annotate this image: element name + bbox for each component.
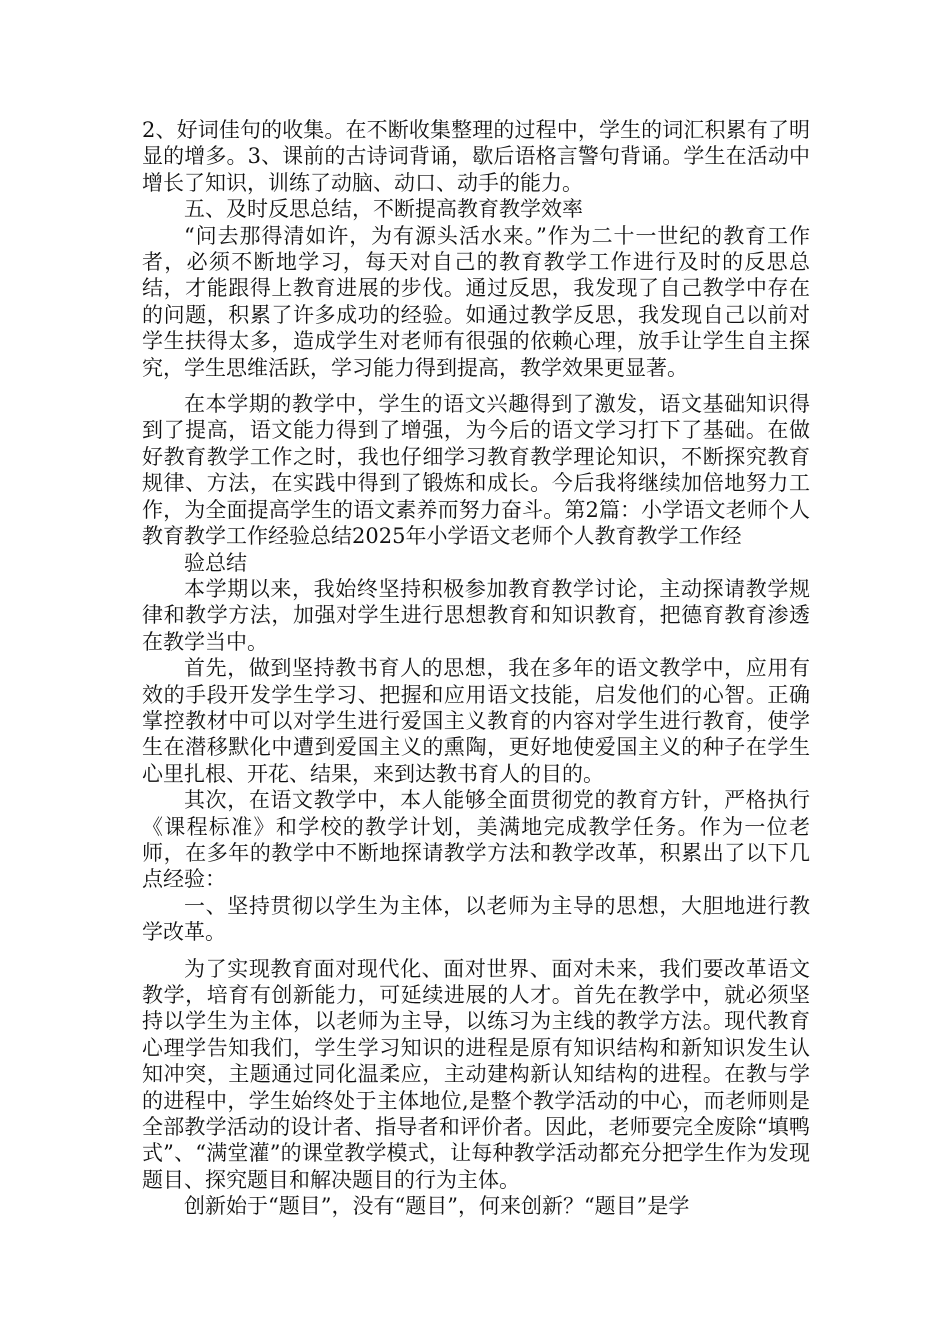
- paragraph-6: 本学期以来，我始终坚持积极参加教育教学讨论，主动探请教学规律和教学方法，加强对学生进行思想教育和知识教育，把德育教育渗透在教学当中。: [142, 576, 810, 654]
- paragraph-8: 其次，在语文教学中，本人能够全面贯彻党的教育方针，严格执行《课程标准》和学校的教学计划，美满地完成教学任务。作为一位老师，在多年的教学中不断地探请教学方法和教学改革，积累出了以下几点经验：: [142, 788, 810, 892]
- paragraph-11: 创新始于“题目”，没有“题目”，何来创新？“题目”是学: [184, 1194, 690, 1219]
- paragraph-10: 为了实现教育面对现代化、面对世界、面对未来，我们要改革语文教学，培育有创新能力，可延续进展的人才。首先在教学中，就必须坚持以学生为主体，以老师为主导，以练习为主线的教学方法。现代教育心理学告知我们，学生学习知识的进程是原有知识结构和新知识发生认知冲突，主题通过同化温柔应，主动建构新认知结构的进程。在教与学的进程中，学生始终处于主体地位,是整个教学活动的中心，而老师则是全部教学活动的设计者、指导者和评价者。因此，老师要完全废除“填鸭式”、“满堂灌”的课堂教学模式，让每种教学活动都充分把学生作为发现题目、探究题目和解决题目的行为主体。: [142, 956, 810, 1192]
- section-heading-5: 五、及时反思总结，不断提高教育教学效率: [184, 197, 583, 222]
- paragraph-5: 验总结: [184, 550, 247, 575]
- paragraph-9: 一、坚持贯彻以学生为主体，以老师为主导的思想，大胆地进行教学改革。: [142, 893, 810, 945]
- document-page: [142, 117, 810, 1220]
- paragraph-1: 2、好词佳句的收集。在不断收集整理的过程中，学生的词汇积累有了明显的增多。3、课前的古诗词背诵，歇后语格言警句背诵。学生在活动中增长了知识，训练了动脑、动口、动手的能力。: [142, 118, 810, 195]
- paragraph-7: 首先，做到坚持教书育人的思想，我在多年的语文教学中，应用有效的手段开发学生学习、把握和应用语文技能，启发他们的心智。正确掌控教材中可以对学生进行爱国主义教育的内容对学生进行教育，使学生在潜移默化中遭到爱国主义的熏陶，更好地使爱国主义的种子在学生心里扎根、开花、结果，来到达教书育人的目的。: [142, 656, 810, 786]
- paragraph-4: 在本学期的教学中，学生的语文兴趣得到了激发，语文基础知识得到了提高，语文能力得到了增强，为今后的语文学习打下了基础。在做好教育教学工作之时，我也仔细学习教育教学理论知识，不断探究教育规律、方法，在实践中得到了锻炼和成长。今后我将继续加倍地努力工作，为全面提高学生的语文素养而努力奋斗。第2篇：小学语文老师个人教育教学工作经验总结2025年小学语文老师个人教育教学工作经: [142, 392, 810, 549]
- paragraph-3: “问去那得清如许，为有源头活水来。”作为二十一世纪的教育工作者，必须不断地学习，每天对自己的教育教学工作进行及时的反思总结，才能跟得上教育进展的步伐。通过反思，我发现了自己教学中存在的问题，积累了许多成功的经验。如通过教学反思，我发现自己以前对学生扶得太多，造成学生对老师有很强的依赖心理，放手让学生自主探究，学生思维活跃，学习能力得到提高，教学效果更显著。: [142, 223, 810, 380]
